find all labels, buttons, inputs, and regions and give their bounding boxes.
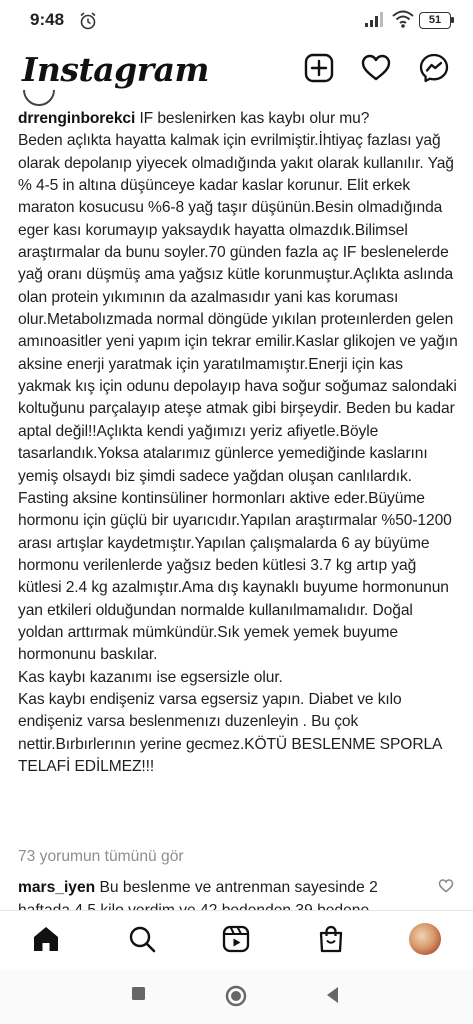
battery-tip — [451, 17, 454, 23]
recent-apps-icon[interactable] — [130, 985, 148, 1003]
bottom-nav — [0, 910, 473, 971]
status-bar — [0, 0, 473, 40]
alarm-clock-icon — [78, 11, 98, 31]
wifi-icon — [392, 10, 414, 28]
comment-body — [18, 108, 458, 778]
home-icon[interactable] — [32, 925, 60, 953]
app-header — [0, 40, 473, 96]
comment-username[interactable]: drrenginborekci — [18, 110, 136, 127]
next-comment-username[interactable]: mars_iyen — [18, 879, 96, 896]
next-comment-text: Bu beslenme ve antrenman sayesinde 2 — [99, 879, 378, 896]
profile-avatar[interactable] — [409, 923, 441, 955]
search-icon[interactable] — [128, 925, 156, 953]
home-button-icon[interactable] — [225, 985, 247, 1007]
shop-bag-icon[interactable] — [317, 925, 345, 953]
signal-icon — [365, 12, 385, 27]
comment-text: IF beslenirken kas kaybı olur mu? Beden açlıkta hayatta kalmak için evrilmiştir.İhtiyaç fazlası yağ olarak depolanıp yiyecek olmadığında yakıt olarak kullanılır. Yağ % 4-5 in altına düşünceye kadar kaslar korunur. Elit erkek maraton kosucusu %6-8 yağ taşır düşünün.Besin olmadığında eger kası korumayıp yaksaydık hayatta olmazdık.Bilimsel araştırmalar da bunu soyler.70 günden fazla aç IF beslenelerde yağ oranı düşmüş ama yağsız kütle korunmuştur.Açlıkta aslında olan protein yıkımının da azalmasıdır yani kas koruması olur.Metabolızmada normal döngüde yıkılan proteınlerden gelen amınoasitler yeni yapım için tekrar emilir.Kaslar glikojen ve yağın aksine enerji yaratmak için yaratılmamıştır.Enerji için kas yakmak kış için odunu depolayıp hava soğur soğumaz salondaki koltuğunu parçalayıp ateşe atmak gibi birşeydir. Beden bu kadar aptal değil!!Açlıkta kendi yağımızı yeriz afiyetle.Böyle tasarlandık.Yoksa atalarımız günlerce yemediğinde kaslarını yemiş olsaydı biz şimdi sadece yağdan oluşan canlılardık. Fasting aksine kontinsüliner hormonları aktive eder.Büyüme hormonu için güçlü bir uyarıcıdır.Yapılan araştırmalar %50-1200 arası artışlar kaydetmıştır.Yapılan çalışmalarda 6 ay büyüme hormonu verilenlerde yağsız beden kütlesi 3.7 kg artıp yağ kütlesi 2.4 kg azalmıştır.Ama dış kaynaklı buyume hormonunun yan etkileri olduğundan normalde kullanılmamalıdır. Doğal yoldan arttırmak mümkündür.Sık yemek yemek buyume hormonunu baskılar. Kas kaybı kazanımı ise egsersizle olur. Kas kaybı endişeniz varsa egsersiz yapın. Diabet ve kılo endişeniz varsa beslenmenızı duzenleyin . Bu çok nettir.Bırbırlerının yerine gecmez.KÖTÜ BESLENME SPORLA TELAFİ EDİLMEZ!!! — [18, 110, 458, 775]
battery-indicator: 51 — [419, 12, 451, 29]
comment-area — [0, 96, 473, 910]
avatar-peek[interactable] — [22, 90, 56, 104]
system-nav-bar — [0, 970, 473, 1024]
messenger-icon[interactable] — [418, 52, 450, 84]
status-time: 9:48 — [30, 10, 65, 29]
back-button-icon[interactable] — [323, 985, 343, 1005]
plus-square-icon[interactable] — [303, 52, 335, 84]
view-all-comments-link[interactable]: 73 yorumun tümünü gör — [18, 848, 184, 865]
reels-icon[interactable] — [222, 925, 250, 953]
like-comment-icon[interactable] — [438, 878, 454, 893]
heart-icon[interactable] — [360, 52, 392, 84]
instagram-logo[interactable]: Instagram — [22, 50, 209, 89]
